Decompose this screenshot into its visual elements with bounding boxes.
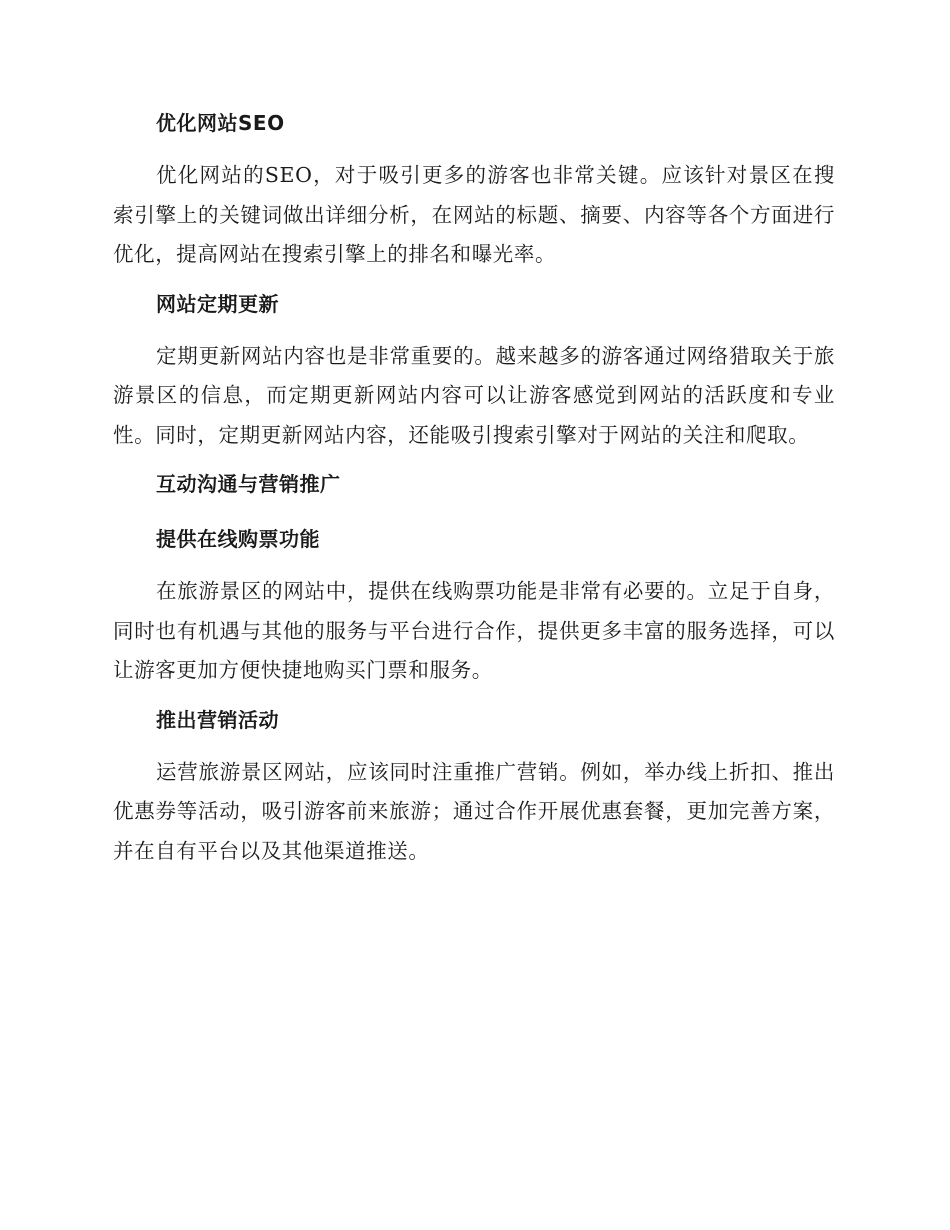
document-body [113, 108, 835, 871]
section-heading-seo: 优化网站SEO [156, 111, 285, 135]
section-paragraph-website-update: 定期更新网站内容也是非常重要的。越来越多的游客通过网络猎取关于旅游景区的信息，而定期更新网站内容可以让游客感觉到网站的活跃度和专业性。同时，定期更新网站内容，还能吸引搜索引擎对于网站的关注和爬取。 [113, 343, 835, 447]
section-paragraph-seo: 优化网站的SEO，对于吸引更多的游客也非常关键。应该针对景区在搜索引擎上的关键词做出详细分析，在网站的标题、摘要、内容等各个方面进行优化，提高网站在搜索引擎上的排名和曝光率。 [113, 163, 835, 266]
section-paragraph-marketing-activities: 运营旅游景区网站，应该同时注重推广营销。例如，举办线上折扣、推出优惠券等活动，吸引游客前来旅游；通过合作开展优惠套餐，更加完善方案，并在自有平台以及其他渠道推送。 [113, 759, 835, 863]
section-heading-online-ticketing: 提供在线购票功能 [156, 527, 320, 551]
section-paragraph-online-ticketing: 在旅游景区的网站中，提供在线购票功能是非常有必要的。立足于自身，同时也有机遇与其他的服务与平台进行合作，提供更多丰富的服务选择，可以让游客更加方便快捷地购买门票和服务。 [113, 579, 835, 682]
section-heading-website-update: 网站定期更新 [156, 291, 279, 316]
section-heading-interaction-marketing: 互动沟通与营销推广 [156, 472, 341, 496]
section-heading-marketing-activities: 推出营销活动 [156, 707, 279, 732]
